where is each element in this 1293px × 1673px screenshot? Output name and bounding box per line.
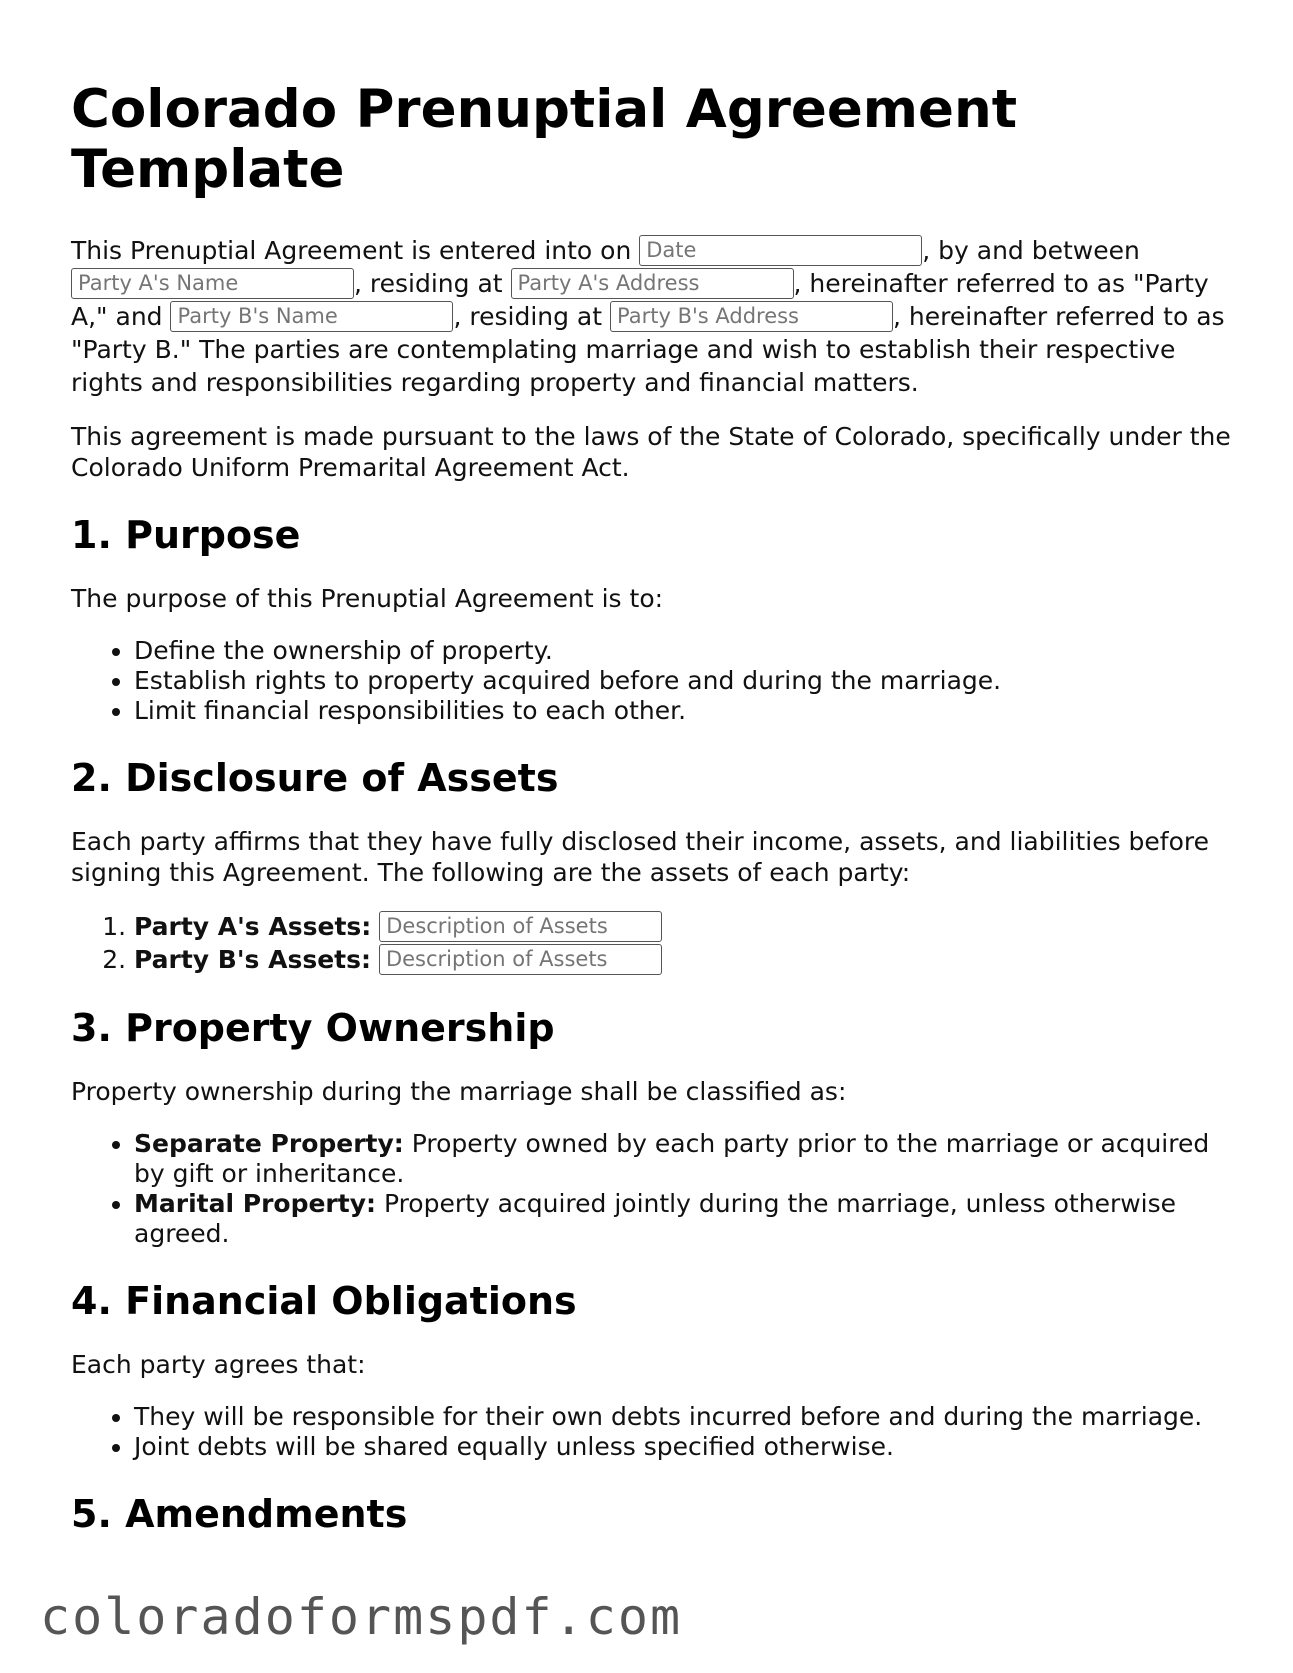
section-heading-property: 3. Property Ownership bbox=[71, 1006, 555, 1050]
list-item: • Marital Property: Property acquired jointly during the marriage, unless otherwise agreed. bbox=[134, 1189, 1231, 1249]
purpose-lead: The purpose of this Prenuptial Agreement is to: bbox=[71, 584, 664, 613]
disclosure-lead: Each party affirms that they have fully disclosed their income, assets, and liabilities before signing this Agreement. The following are the assets of each party: bbox=[71, 827, 1210, 887]
marital-property-label: Marital Property: bbox=[134, 1189, 376, 1218]
party-b-name-input[interactable] bbox=[170, 301, 453, 332]
party-b-address-input[interactable] bbox=[610, 301, 893, 332]
list-item bbox=[134, 943, 1231, 976]
party-b-assets-input[interactable] bbox=[379, 944, 662, 975]
document bbox=[71, 80, 1231, 1562]
page-title: Colorado Prenuptial Agreement Template bbox=[71, 79, 1018, 200]
party-a-address-input[interactable] bbox=[511, 268, 794, 299]
list-item: • They will be responsible for their own debts incurred before and during the marriage. bbox=[134, 1402, 1231, 1432]
section-heading-purpose: 1. Purpose bbox=[71, 513, 301, 557]
financial-lead: Each party agrees that: bbox=[71, 1350, 366, 1379]
financial-list bbox=[71, 1402, 1231, 1462]
party-a-name-input[interactable] bbox=[71, 268, 354, 299]
party-a-assets-label: Party A's Assets: bbox=[134, 912, 372, 941]
purpose-list bbox=[71, 636, 1231, 726]
list-item: • Establish rights to property acquired before and during the marriage. bbox=[134, 666, 1231, 696]
separate-property-label: Separate Property: bbox=[134, 1129, 404, 1158]
party-a-assets-input[interactable] bbox=[379, 911, 662, 942]
intro-paragraph: This Prenuptial Agreement is entered into on Date , by and between Party A's Name, residing at Party A's Address , hereinafter referred to as "Party A," and Party B's Name , residing at Party B's Address , hereinafter referred to as "Party B." The parties are contemplating marriage and wish to establish their respective rights and responsibilities regarding property and financial matters. bbox=[71, 234, 1231, 399]
date-input[interactable] bbox=[639, 235, 922, 266]
section-heading-amendments: 5. Amendments bbox=[71, 1492, 408, 1536]
list-item: • Separate Property: Property owned by each party prior to the marriage or acquired by gift or inheritance. bbox=[134, 1129, 1231, 1189]
property-lead: Property ownership during the marriage shall be classified as: bbox=[71, 1077, 847, 1106]
list-item: • Define the ownership of property. bbox=[134, 636, 1231, 666]
assets-list bbox=[71, 910, 1231, 976]
section-heading-financial: 4. Financial Obligations bbox=[71, 1279, 577, 1323]
list-item bbox=[134, 910, 1231, 943]
watermark: coloradoformspdf.com bbox=[40, 1588, 683, 1646]
party-b-assets-label: Party B's Assets: bbox=[134, 945, 371, 974]
law-paragraph: This agreement is made pursuant to the laws of the State of Colorado, specifically under the Colorado Uniform Premarital Agreement Act. bbox=[71, 422, 1231, 482]
list-item: • Joint debts will be shared equally unless specified otherwise. bbox=[134, 1432, 1231, 1462]
property-list bbox=[71, 1129, 1231, 1249]
list-item: • Limit financial responsibilities to each other. bbox=[134, 696, 1231, 726]
section-heading-disclosure: 2. Disclosure of Assets bbox=[71, 756, 559, 800]
